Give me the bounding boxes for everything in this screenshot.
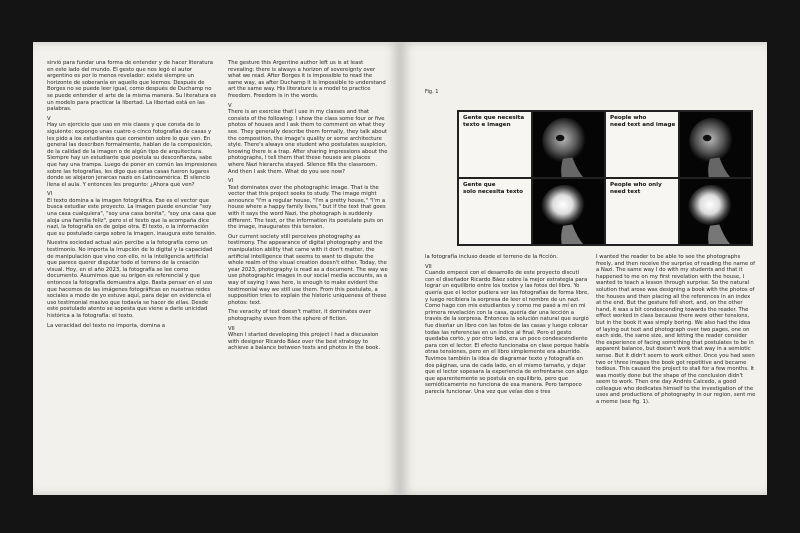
figure-label: Fig. 1 [425,89,439,95]
section-numeral: V [47,115,51,122]
right-page-english-column [596,254,756,409]
paragraph: sirvió para fundar una forma de entender y de hacer literatura en este lado del mundo. El gesto que nos legó el autor argentino es por lo menos revelador: existe siempre un horizonte de soberanía en aquello que leemos. Después de Borges no se puede leer igual, como después de Duchamp no se puede entender el arte de la misma manera. Su literatura es un modelo para practicar la libertad. La libertad está en las palabras. [47,60,217,113]
paragraph: I wanted the reader to be able to see the photographs freely, and then receive the surprise of reading the name of a Nazi. The same way I do with my students and that it happened to me on my first revelation with the house, I wanted to teach a lesson through surprise. So the natural solution that arose was designing a book with the photos of the houses and then placing all the references in an index at the end. But the gesture fell short, and, on the other hand, it was a bit condescending towards the reader. The effect worked in class because there were other tensions, but in the book it was simply boring. We also had the idea of laying out text and photograph over two pages, one on each side, the same size, and letting the reader consider the experience of facing something that postulates to be in apparent balance, but doesn't work that way in a semiotic sense. But it didn't seem to work either. Once you had seen two or three images the book got repetitive and became tedious. This caused the project to stall for a few months. It was mostly done but the shape of the conclusion didn't seem to work. Then one day Andrés Caicedo, a good colleague who dedicates himself to the investigation of the uses and productions of photography in our region, sent me a meme (see fig. 1). [596,254,756,406]
left-page-spanish-column [47,60,217,332]
section-numeral: VI [228,178,234,185]
label-es-text-only: Gente que solo necesita texto [463,182,524,195]
paragraph: El texto domina a la imagen fotográfica. Ese es el vector que busca estudiar este proyecto. La imagen puede enunciar "soy una casa cualquiera", "soy una casa bonita", "soy una casa que aloja una familia feliz", pero si el texto que la acompaña dice nazi, la fotografía en de golpe otra. El texto, o la información que su postulado carga sobre la imagen, inaugura este tensión. [47,197,217,237]
xray-head-image [532,111,606,178]
glowing-brain-icon [533,179,605,244]
meme-figure-grid [457,110,753,246]
section-numeral: VII [228,325,235,332]
paragraph: Our current society still perceives photography as testimony. The appearance of digital photography and the manipulation ability that came with it don't matter, the artificial intelligence that seems to want to dispute the whole realm of the visual creation doesn't either. Today, the year 2023, photography is read as a document. The way we use photographic images in our social media accounts, as a way of saying I was here, is enough to make evident the testimonial way we still use them. From this postulate, a supposition tries to explain the historic uniqueness of these photos: text. [228,233,388,306]
paragraph: The gesture this Argentine author left us is at least revealing: there is always a horizon of sovereignty over what we read. After Borges it is impossible to read the same way, as after Duchamp it is impossible to understand art the same way. His literature is a model to practice freedom. Freedom is in the words. [228,60,386,99]
section-numeral: V [228,102,232,109]
xray-brain-image [679,178,753,245]
xray-brain-image [532,178,606,245]
right-page [400,42,767,495]
xray-head-image [679,111,753,178]
glowing-brain-icon [680,179,752,244]
label-en-text-only: People who only need text [610,182,662,195]
paragraph: la fotografía incluso desde el terreno de la ficción. [425,254,558,260]
paragraph: Text dominates over the photographic image. That is the vector that this project seeks to study. The image might announce "I'm a regular house, "I'm a pretty house," "I'm a house where a happy family lives," but if the text that goes with it says the word Nazi, the photograph is suddenly different. The text, or the information its postulate puts on the image, inaugurates this tension. [228,184,386,231]
paragraph: Nuestra sociedad actual aún percibe a la fotografía como un testimonio. No importa la irrupción de lo digital y la capacidad de manipulación que vino con ello, ni la inteligencia artificial que parece querer disputar todo el terreno de la creación visual. Hoy, en el año 2023, la fotografía se lee como documento. Asumimos que su origen es referencial y que entonces la fotografía demuestra algo. Basta pensar en el uso que hacemos de las imágenes fotográficas en nuestras redes sociales a modo de yo estuve aquí, para dejar en evidencia el uso testimonial masivo que todavía se hacer de ellas. Desde este postulado atento se sopesta que viene a darle unicidad histórica a la fotografía: el texto. [47,240,213,319]
label-cell-es-top [458,111,532,178]
right-page-spanish-column [425,254,590,398]
xray-skull-icon [680,112,752,177]
book-spread [33,42,767,495]
paragraph: When I started developing this project I had a discussion with designer Ricardo Báez over the best strategy to achieve a balance between texts and photos in the book. [228,332,381,352]
left-page-english-column [228,60,388,355]
paragraph: Hay un ejercicio que uso en mis clases y que consta de lo siguiente: expongo unas cuatro o cinco fotografías de casas y les pido a los estudiantes que comenten sobre lo que ven. En general las describen formalmente, hablan de la composición, de la calidad de la imagen o de algún tipo de arquitectura. Siempre hay un estudiante que postula su desconfianza, sabe que hay una trampa. Luego de poner en común las impresiones sobre las fotografías, les digo que estas casas fueron lugares donde se alojaron jerarcas nazis en Latinoamérica. El silencio llena el aula. Y entonces les pregunto: ¿Ahora qué ven? [47,122,217,188]
label-es-text-and-image: Gente que necesita texto e imagen [463,115,525,128]
xray-skull-icon [533,112,605,177]
paragraph: The veracity of text doesn't matter, it dominates over photography even from the sphere of fiction. [228,309,371,322]
section-numeral: VI [47,191,53,198]
label-cell-en-top [605,111,679,178]
label-en-text-and-image: People who need text and image [610,115,676,128]
section-numeral: VII [425,263,432,270]
label-cell-en-bottom [605,178,679,245]
label-cell-es-bottom [458,178,532,245]
paragraph: Cuando empecé con el desarrollo de este proyecto discutí con el diseñador Ricardo Báez sobre la mejor estrategia para lograr un equilibrio entre los textos y las fotos del libro. Yo quería que el lector pudiera ver las fotografías de forma libre, y luego recibiera la sorpresa de leer el nombre de un nazi. Como hago con mis estudiantes y como me pasó a mí en mi primera revelación con la casa, quería dar una lección a través de la sorpresa. Entonces la solución natural que surgió fue diseñar un libro con las fotos de las casas y luego colocar todas las referencias en un índice al final. Pero el gesto quedaba corto, y por otro lado, era un poco condescendiente para con el lector. El efecto funcionaba en clase porque había otras tensiones, pero en el libro simplemente era aburrido. Tuvimos también la idea de diagramar texto y fotografía en dos páginas, una de cada lado, en el mismo tamaño, y dejar que el lector sopesara la experiencia de enfrentarse con algo que aparentemente se postula en equilibrio, pero que semióticamente no funciona de esa manera. Pero tampoco parecía funcionar. Una vez que veías dos o tres [425,270,589,395]
paragraph: La veracidad del texto no importa, domina a [47,322,166,329]
left-page [33,42,400,495]
paragraph: There is an exercise that I use in my classes and that consists of the following: I show the class some four or five photos of houses and I ask them to comment on what they see. They generally describe them formally, they talk about the composition, the image's quality or some architecture style. There's always one student who postulates suspicion, knowing there is a trap. After sharing impressions about the photographs, I tell them that these houses are places where Nazi hierarchs stayed. Silence fills the classroom. And then I ask them. What do you see now? [228,109,388,175]
